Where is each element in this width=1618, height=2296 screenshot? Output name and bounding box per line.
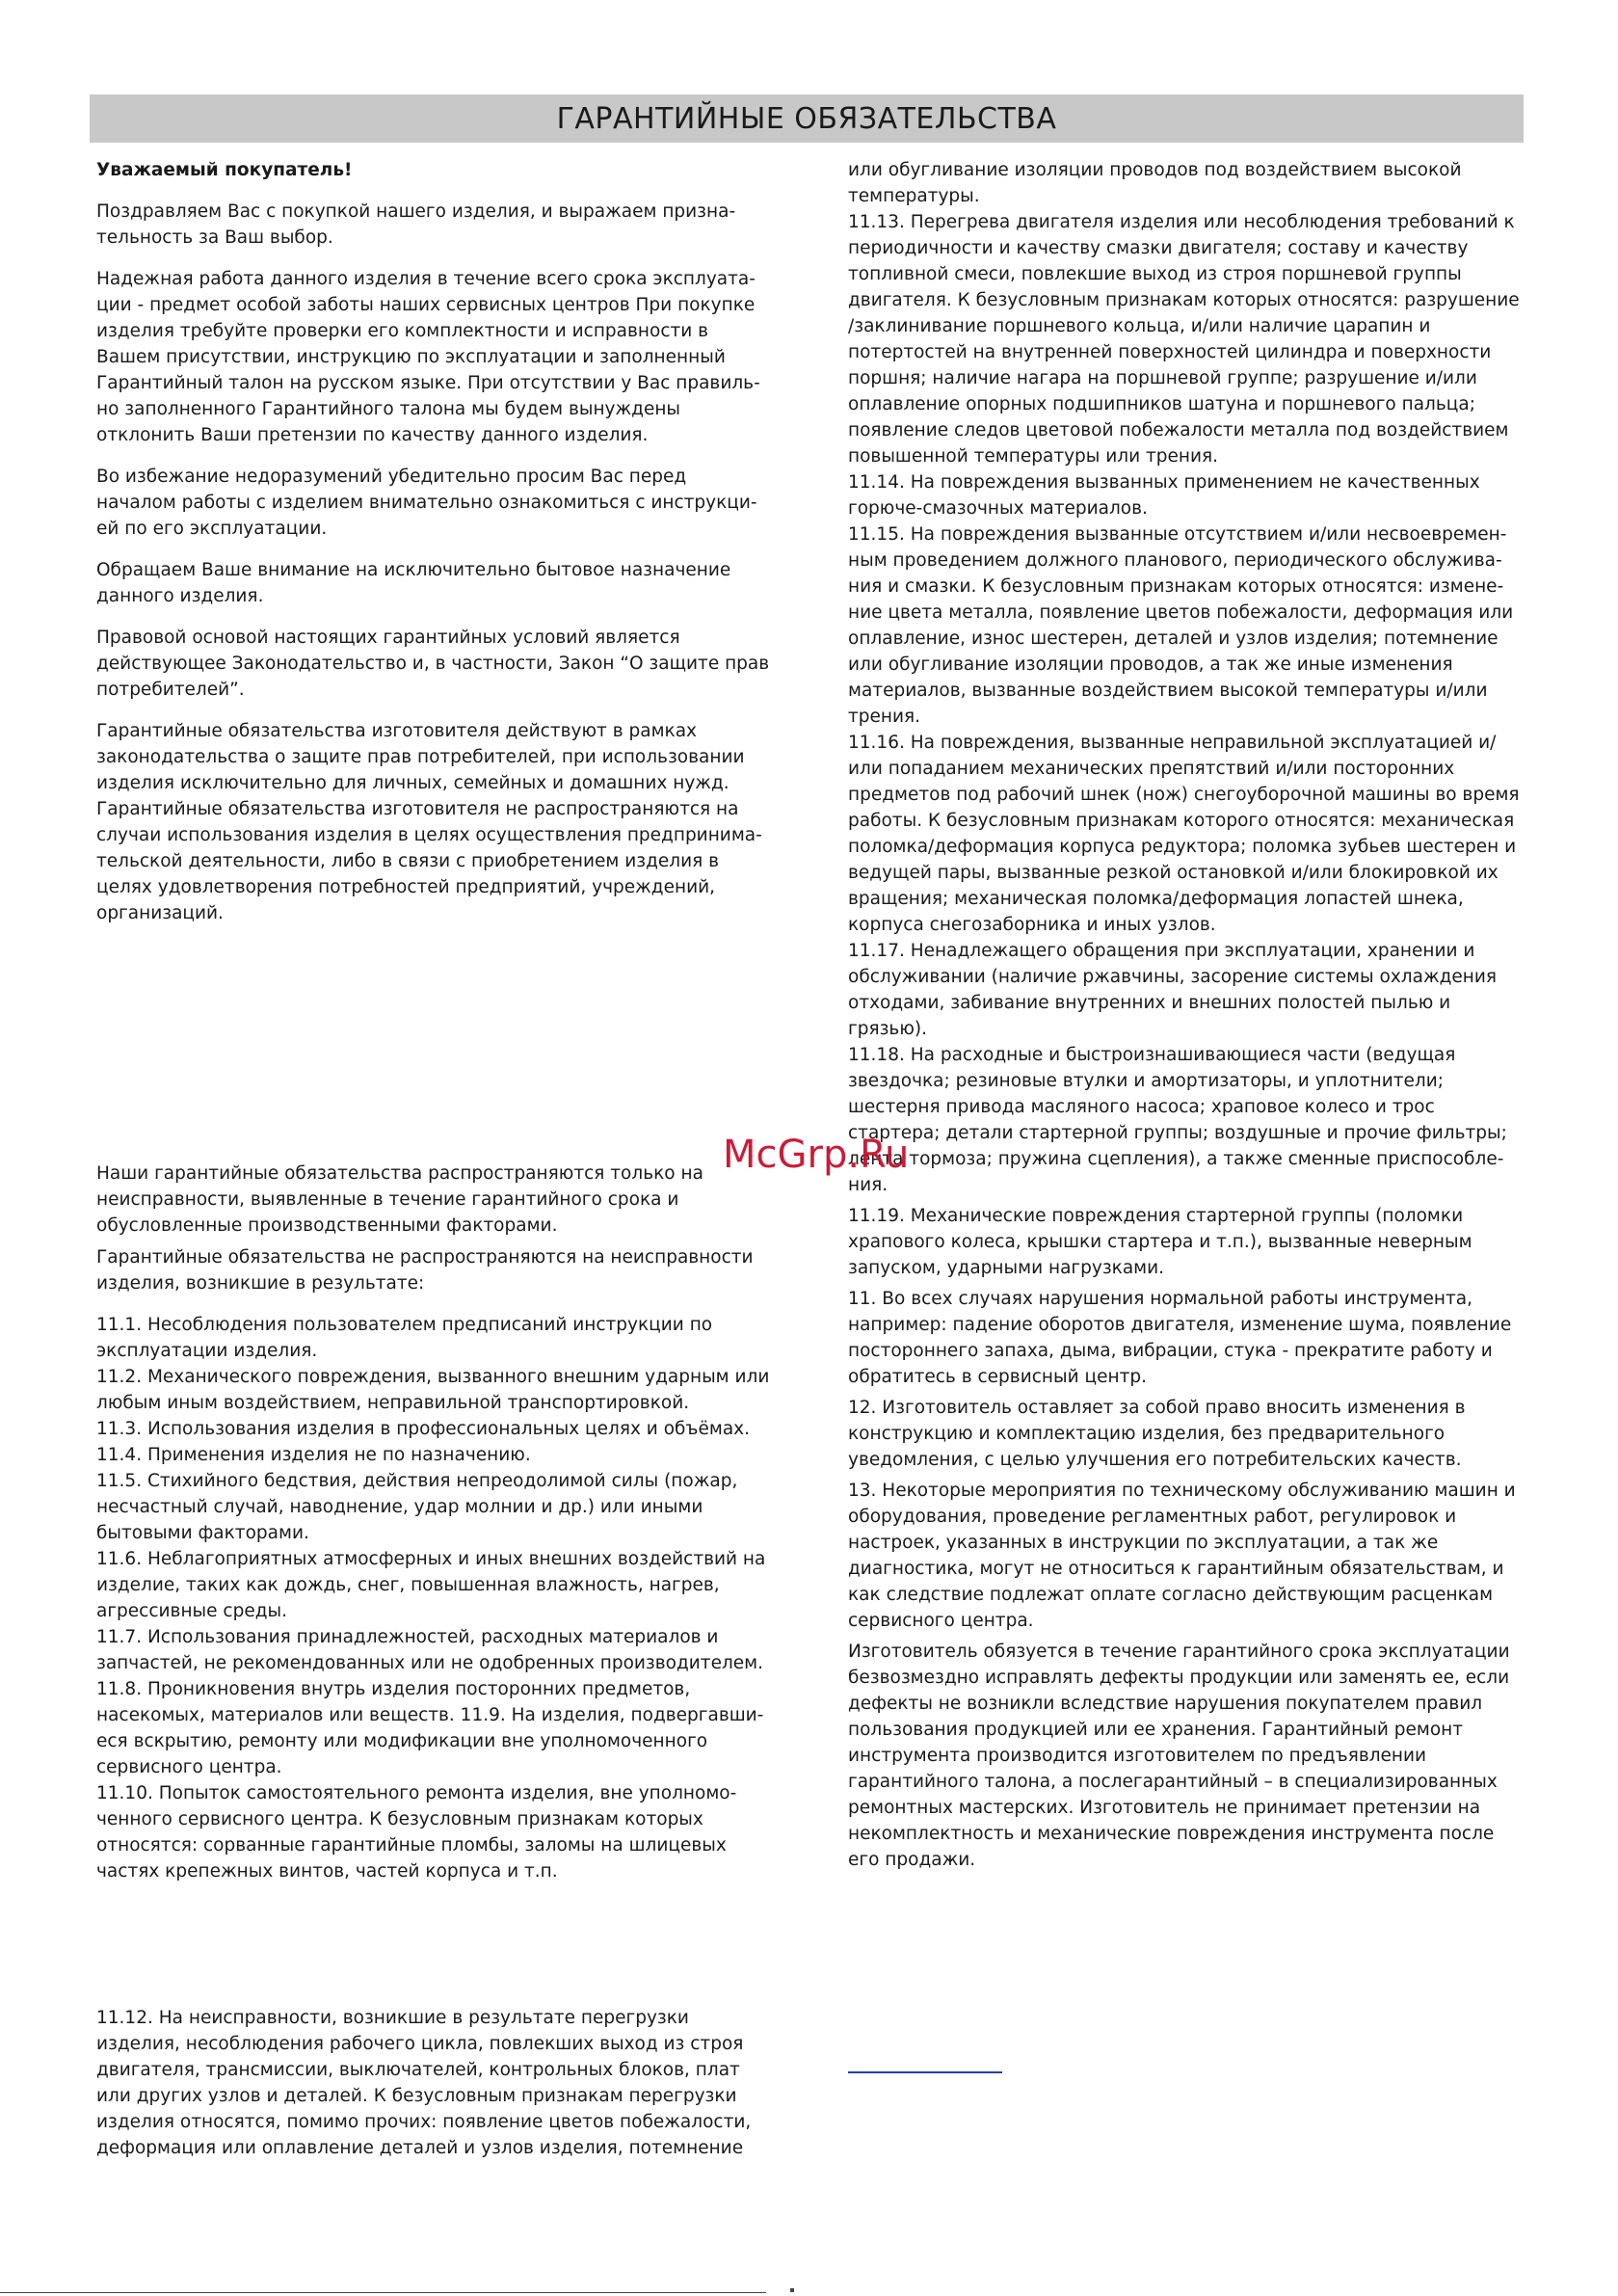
list-item: 11.10. Попыток самостоятельного ремонта изделия, вне уполномо-ченного сервисного центра. К безусловным признакам которых относятся: сорванные гарантийные пломбы, заломы на шлицевых частях крепежных винтов, частей корпуса и т.п. [96,1783,737,1882]
list-item: 13. Некоторые мероприятия по техническому обслуживанию машин и оборудования, проведение регламентных работ, регулировок и настроек, указанных в инструкции по эксплуатации, а так же диагностика, могут не относиться к гарантийным обязательствам, и как следствие подлежат оплате согласно действующим расценкам сервисного центра. [848,1481,1516,1631]
list-item: 11.19. Механические повреждения стартерной группы (поломки храпового колеса, крышки стартера и т.п.), вызванные неверным запуском, ударными нагрузками. [848,1206,1472,1278]
list-item: 11.8. Проникновения внутрь изделия посторонних предметов, насекомых, материалов или веществ. 11.9. На изделия, подвергавши-еся вскрытию, ремонту или модификации вне уполномоченного сервисного центра. [96,1679,764,1777]
paragraph: Поздравляем Вас с покупкой нашего изделия, и выражаем призна-тельность за Ваш выбор. [96,201,736,248]
list-item: 11.13. Перегрева двигателя изделия или несоблюдения требований к периодичности и качеству смазки двигателя; составу и качеству топливной смеси, повлекшие выход из строя поршневой группы двигателя. К безусловным признакам которых относятся: разрушение /заклинивание поршневого кольца, и/или наличие царапин и потертостей на внутренней поверхностей цилиндра и поверхности поршня; наличие нагара на поршневой группе; разрушение и/или оплавление опорных подшипников шатуна и поршневого пальца; появление следов цветовой побежалости металла под воздействием повышенной температуры или трения. [848,212,1520,467]
list-item: 11. Во всех случаях нарушения нормальной работы инструмента, например: падение оборотов двигателя, изменение шума, появление постороннего запаха, дыма, вибрации, стука - прекратите работу и обратитесь в сервисный центр. [848,1289,1512,1387]
bottom-rule [0,2292,766,2293]
paragraph: Наши гарантийные обязательства распространяются только на неисправности, выявленные в течение гарантийного срока и обусловленные производственными факторами. [96,1163,703,1236]
list-item: 11.2. Механического повреждения, вызванного внешним ударным или любым иным воздействием, неправильной транспортировкой. [96,1367,770,1413]
left-column-top [96,157,771,926]
list-item: 11.12. На неисправности, возникшие в результате перегрузки изделия, несоблюдения рабочего цикла, повлекших выход из строя двигателя, трансмиссии, выключателей, контрольных блоков, плат или других узлов и деталей. К безусловным признакам перегрузки изделия относятся, помимо прочих: появление цветов побежалости, деформация или оплавление деталей и узлов изделия, потемнение [96,2008,752,2158]
list-item: 11.7. Использования принадлежностей, расходных материалов и запчастей, не рекомендованных или не одобренных производителем. [96,1627,763,1673]
page-title: ГАРАНТИЙНЫЕ ОБЯЗАТЕЛЬСТВА [556,101,1057,136]
list-item: 12. Изготовитель оставляет за собой право вносить изменения в конструкцию и комплектацию изделия, без предварительного уведомления, с целью улучшения его потребительских качеств. [848,1398,1466,1470]
paragraph: Гарантийные обязательства не распространяются на неисправности изделия, возникшие в результате: [96,1247,754,1294]
list-item: 11.3. Использования изделия в профессиональных целях и объёмах. [96,1419,750,1439]
right-column [848,157,1523,1873]
list-item: 11.15. На повреждения вызванные отсутствием и/или несвоевремен-ным проведением должного планового, периодического обслужива-ния и смазки. К безусловным признакам которых относятся: измене-ние цвета металла, появление цветов побежалости, деформация или оплавление, износ шестерен, деталей и узлов изделия; потемнение или обугливание изоляции проводов, а так же иные изменения материалов, вызванные воздействием высокой температуры и/или трения. [848,524,1514,727]
list-item: 11.1. Несоблюдения пользователем предписаний инструкции по эксплуатации изделия. [96,1315,713,1361]
list-item: 11.17. Ненадлежащего обращения при эксплуатации, хранении и обслуживании (наличие ржавчины, засорение системы охлаждения отходами, забивание внутренних и внешних полостей пылью и грязью). [848,941,1498,1039]
paragraph: Изготовитель обязуется в течение гарантийного срока эксплуатации безвозмездно исправлять дефекты продукции или заменять ее, если дефекты не возникли вследствие нарушения покупателем правил пользования продукцией или ее хранения. Гарантийный ремонт инструмента производится изготовителем по предъявлении гарантийного талона, а послегарантийный – в специализированных ремонтных мастерских. Изготовитель не принимает претензии на некомплектность и механические повреждения инструмента после его продажи. [848,1642,1510,1870]
paragraph: Надежная работа данного изделия в течение всего срока эксплуата-ции - предмет особой заботы наших сервисных центров При покупке изделия требуйте проверки его комплектности и исправности в Вашем присутствии, инструкцию по эксплуатации и заполненный Гарантийный талон на русском языке. При отсутствии у Вас правиль-но заполненного Гарантийного талона мы будем вынуждены отклонить Ваши претензии по качеству данного изделия. [96,269,760,445]
paragraph: Гарантийные обязательства изготовителя действуют в рамках законодательства о защите прав потребителей, при использовании изделия исключительно для личных, семейных и домашних нужд. Гарантийные обязательства изготовителя не распространяются на случаи использования изделия в целях осуществления предпринима-тельской деятельности, либо в связи с приобретением изделия в целях удовлетворения потребностей предприятий, учреждений, организаций. [96,721,762,923]
list-item: 11.6. Неблагоприятных атмосферных и иных внешних воздействий на изделие, таких как дождь, снег, повышенная влажность, нагрев, агрессивные среды. [96,1549,766,1621]
decorative-rule [848,2071,1002,2073]
greeting: Уважаемый покупатель! [96,160,353,180]
paragraph: или обугливание изоляции проводов под воздействием высокой температуры. [848,160,1462,206]
list-item: 11.4. Применения изделия не по назначению. [96,1445,531,1465]
list-item: 11.16. На повреждения, вызванные неправильной эксплуатацией и/или попаданием механических препятствий и/или посторонних предметов под рабочий шнек (нож) снегоуборочной машины во время работы. К безусловным признакам которого относятся: механическая поломка/деформация корпуса редуктора; поломка зубьев шестерен и ведущей пары, вызванные резкой остановкой и/или блокировкой их вращения; механическая поломка/деформация лопастей шнека, корпуса снегозаборника и иных узлов. [848,733,1520,935]
paragraph: Во избежание недоразумений убедительно просим Вас перед началом работы с изделием внимательно ознакомиться с инструкци-ей по его эксплуатации. [96,467,757,539]
list-item: 11.18. На расходные и быстроизнашивающиеся части (ведущая звездочка; резиновые втулки и амортизаторы, и уплотнители; шестерня привода масляного насоса; храповое колесо и трос стартера; детали стартерной группы; воздушные и прочие фильтры; лента тормоза; пружина сцепления), а также сменные приспособле-ния. [848,1045,1507,1195]
paragraph: Правовой основой настоящих гарантийных условий является действующее Законодательство и, в частности, Закон “О защите прав потребителей”. [96,627,770,700]
watermark: McGrp.Ru [723,1133,910,1177]
bottom-tick [790,2288,794,2292]
header-bar [90,94,1524,143]
left-column-middle [96,1161,771,1884]
list-item: 11.14. На повреждения вызванных применением не качественных горюче-смазочных материалов. [848,472,1480,519]
paragraph: Обращаем Ваше внимание на исключительно бытовое назначение данного изделия. [96,560,731,606]
list-item: 11.5. Стихийного бедствия, действия непреодолимой силы (пожар, несчастный случай, наводнение, удар молнии и др.) или иными бытовыми факторами. [96,1471,738,1543]
left-column-bottom [96,2005,771,2161]
